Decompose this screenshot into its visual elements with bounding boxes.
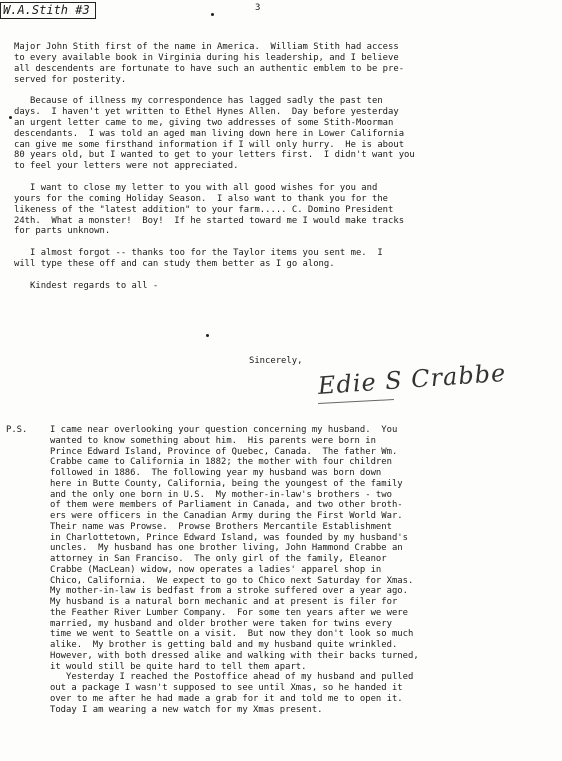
- text-line: alike. My brother is getting bald and my husband quite wrinkled.: [50, 640, 398, 650]
- text-line: Yesterday I reached the Postoffice ahead of my husband and pulled: [50, 672, 414, 683]
- postscript-body: [50, 425, 562, 715]
- text-line: My mother-in-law is bedfast from a stroke suffered over a year ago.: [50, 586, 408, 597]
- text-line: the Feather River Lumber Company. For some ten years after we were: [50, 607, 408, 618]
- ink-mark: [206, 334, 209, 337]
- text-line: can give me some firsthand information if I will only hurry. He is about: [14, 139, 405, 150]
- ink-mark: [9, 116, 12, 119]
- text-line: Their name was Prowse. Prowse Brothers Mercantile Establishment: [50, 521, 392, 532]
- text-line: uncles. My husband has one brother living, John Hammond Crabbe an: [50, 543, 403, 554]
- text-line: for parts unknown.: [14, 226, 111, 237]
- text-line: Crabbe (MacLean) widow, now operates a ladies' apparel shop in: [50, 564, 382, 575]
- text-line: My husband is a natural born mechanic and at present is filer for: [50, 597, 398, 607]
- text-line: to feel your letters were not appreciated.: [14, 161, 239, 172]
- text-line: time we went to Seattle on a visit. But now they don't look so much: [50, 629, 414, 640]
- closing: Sincerely,: [249, 356, 303, 366]
- text-line: Today I am wearing a new watch for my Xmas present.: [50, 704, 323, 715]
- text-line: an urgent letter came to me, giving two addresses of some Stith-Moorman: [14, 117, 394, 128]
- body-paragraph: [14, 96, 562, 172]
- body-paragraph: [14, 248, 562, 270]
- body-paragraph: [14, 42, 562, 85]
- handwritten-signature: Edie S Crabbe: [317, 358, 508, 400]
- text-line: descendants. I was told an aged man living down here in Lower California: [14, 128, 405, 139]
- body-paragraph: [14, 183, 562, 237]
- postscript-label: P.S.: [6, 425, 28, 435]
- text-line: Major John Stith first of the name in America. William Stith had access: [14, 42, 399, 52]
- letter-body: [14, 42, 562, 302]
- text-line: 24th. What a monster! Boy! If he started toward me I would make tracks: [14, 215, 405, 226]
- text-line: However, with both dressed alike and walking with their backs turned,: [50, 650, 419, 661]
- text-line: I almost forgot -- thanks too for the Taylor items you sent me. I: [14, 248, 383, 259]
- text-line: ers were officers in the Canadian Army during the First World War.: [50, 511, 403, 521]
- text-line: Chico, California. We expect to go to Chico next Saturday for Xmas.: [50, 575, 414, 586]
- text-line: I came near overlooking your question concerning my husband. You: [50, 425, 398, 435]
- text-line: yours for the coming Holiday Season. I also want to thank you for the: [14, 193, 389, 204]
- ink-mark: [211, 13, 214, 16]
- body-paragraph: [14, 281, 562, 292]
- text-line: Kindest regards to all -: [14, 280, 159, 291]
- text-line: followed in 1886. The following year my husband was born down: [50, 468, 382, 478]
- text-line: likeness of the "latest addition" to your farm..... C. Domino President: [14, 204, 394, 215]
- text-line: over to me after he had made a grab for it and told me to open it.: [50, 693, 403, 704]
- text-line: to every available book in Virginia during his leadership, and I believe: [14, 52, 399, 63]
- text-line: 80 years old, but I wanted to get to your letters first. I didn't want you: [14, 150, 415, 161]
- text-line: of them were members of Parliament in Canada, and two other broth-: [50, 500, 403, 511]
- text-line: married, my husband and older brother were taken for twins every: [50, 618, 392, 629]
- text-line: in Charlottetown, Prince Edward Island, was founded by my husband's: [50, 532, 408, 543]
- document-tag: W.A.Stith #3: [0, 2, 96, 19]
- text-line: and the only one born in U.S. My mother-in-law's brothers - two: [50, 489, 392, 500]
- text-line: served for posterity.: [14, 74, 127, 85]
- text-line: wanted to know something about him. His parents were born in: [50, 435, 376, 446]
- text-line: it would still be quite hard to tell them apart.: [50, 661, 307, 672]
- text-line: Because of illness my correspondence has lagged sadly the past ten: [14, 96, 383, 107]
- signature-flourish: [318, 399, 394, 404]
- text-line: I want to close my letter to you with all good wishes for you and: [14, 182, 378, 193]
- text-line: will type these off and can study them better as I go along.: [14, 258, 335, 269]
- text-line: out a package I wasn't supposed to see until Xmas, so he handed it: [50, 683, 403, 693]
- text-line: here in Butte County, California, being the youngest of the family: [50, 478, 403, 489]
- text-line: Prince Edward Island, Province of Quebec, Canada. The father Wm.: [50, 446, 398, 457]
- text-line: attorney in San Franciso. The only girl of the family, Eleanor: [50, 554, 387, 564]
- text-line: days. I haven't yet written to Ethel Hynes Allen. Day before yesterday: [14, 107, 399, 118]
- text-line: Crabbe came to California in 1882; the mother with four children: [50, 457, 392, 468]
- page-number: 3: [255, 3, 261, 13]
- text-line: all descendents are fortunate to have such an authentic emblem to be pre-: [14, 63, 405, 74]
